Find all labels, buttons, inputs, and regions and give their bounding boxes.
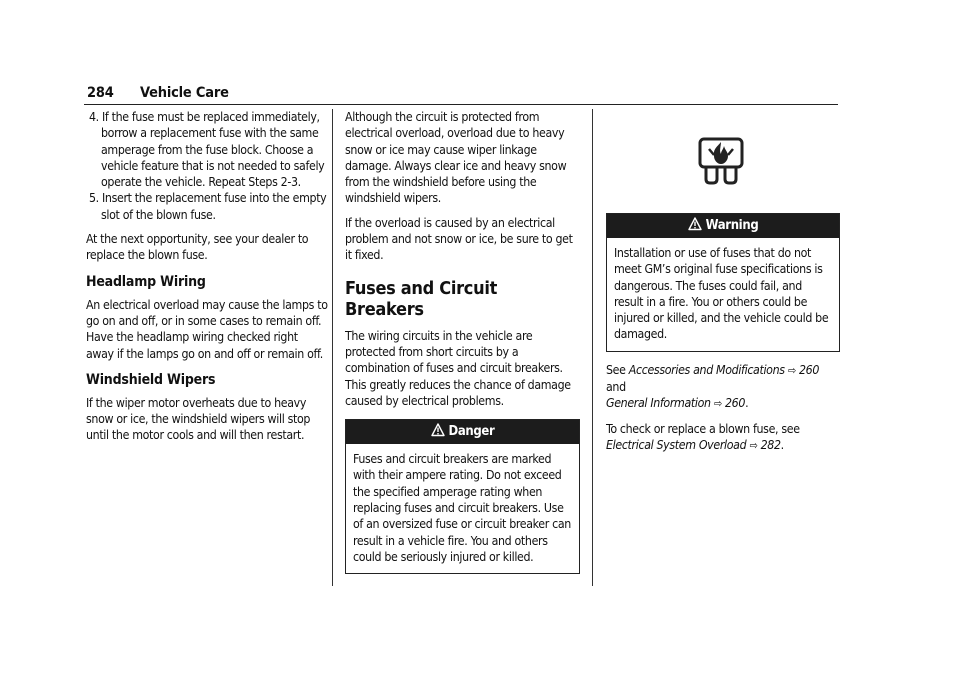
xref-arrow-icon: ⇨	[713, 397, 722, 411]
danger-label: Danger	[448, 424, 495, 440]
danger-box	[345, 419, 580, 574]
period: .	[745, 396, 749, 411]
xref-arrow-icon: ⇨	[749, 438, 758, 452]
see-prefix: See	[606, 362, 629, 377]
danger-header	[346, 420, 579, 444]
step-4: 4. If the fuse must be replaced immediately, borrow a replacement fuse with the same amperage from the fuse block. Choose a vehicle feature that is not needed to safely operate the vehicle. Repeat Steps 2-3.	[89, 110, 325, 190]
fixed-paragraph: If the overload is caused by an electrical problem and not snow or ice, be sure to get it fixed.	[345, 215, 573, 263]
fuses-heading: Fuses and Circuit Breakers	[345, 277, 498, 320]
column-divider	[592, 109, 593, 586]
headlamp-heading: Headlamp Wiring	[86, 273, 206, 290]
warning-box	[606, 213, 840, 352]
step-5: 5. Insert the replacement fuse into the empty slot of the blown fuse.	[89, 191, 327, 222]
alert-triangle-icon	[688, 217, 702, 231]
fuses-paragraph: The wiring circuits in the vehicle are protected from short circuits by a combination of fuses and circuit breakers. This greatly reduces the chance of damage caused by electrical problems.	[345, 328, 571, 408]
steps-list	[86, 109, 328, 223]
column-divider	[332, 109, 333, 586]
xref-arrow-icon: ⇨	[787, 363, 796, 377]
page-header	[84, 84, 838, 105]
column-middle	[345, 109, 580, 574]
ref-accessories-link[interactable]: Accessories and Modifications	[628, 362, 785, 377]
danger-text: Fuses and circuit breakers are marked with their ampere rating. Do not exceed the specified amperage rating when replacing fuses and circuit breakers. Use of an oversized fuse or circuit breaker can result in a vehicle fire. You and others could be seriously injured or killed.	[353, 452, 571, 564]
ref-overload-page[interactable]: 282	[760, 437, 781, 452]
check-fuse-paragraph	[606, 421, 840, 455]
page-number: 284	[87, 85, 114, 101]
headlamp-paragraph: An electrical overload may cause the lamps to go on and off, or in some cases to remain off. Have the headlamp wiring checked right away if the lamps go on and off or remain off.	[86, 297, 328, 361]
alert-triangle-icon	[431, 423, 445, 437]
ref-overload-link[interactable]: Electrical System Overload	[606, 437, 747, 452]
column-right	[606, 109, 840, 462]
and-word: and	[606, 380, 626, 395]
see-references-paragraph	[606, 362, 840, 413]
protected-paragraph: Although the circuit is protected from electrical overload, overload due to heavy snow or ice may cause wiper linkage damage. Always clear ice and heavy snow from the windshield before using the windshield wipers.	[345, 110, 567, 206]
ref-general-info-link[interactable]: General Information	[606, 396, 711, 411]
column-left	[86, 109, 328, 452]
warning-label: Warning	[705, 218, 759, 233]
period: .	[780, 437, 784, 452]
ref-general-info-page[interactable]: 260	[725, 396, 746, 411]
wipers-paragraph: If the wiper motor overheats due to heavy snow or ice, the windshield wipers will stop until the motor cools and will then restart.	[86, 395, 311, 443]
wipers-heading: Windshield Wipers	[86, 371, 216, 388]
warning-text: Installation or use of fuses that do not meet GM’s original fuse specifications is dangerous. The fuses could fail, and result in a fire. You or others could be injured or killed, and the vehicle could be damaged.	[614, 246, 829, 342]
dealer-paragraph: At the next opportunity, see your dealer to replace the blown fuse.	[86, 232, 309, 263]
ref-accessories-page[interactable]: 260	[798, 362, 820, 377]
warning-header	[607, 214, 839, 238]
check-prefix: To check or replace a blown fuse, see	[606, 421, 800, 436]
fuse-fire-icon	[698, 137, 744, 185]
section-title: Vehicle Care	[140, 85, 229, 101]
